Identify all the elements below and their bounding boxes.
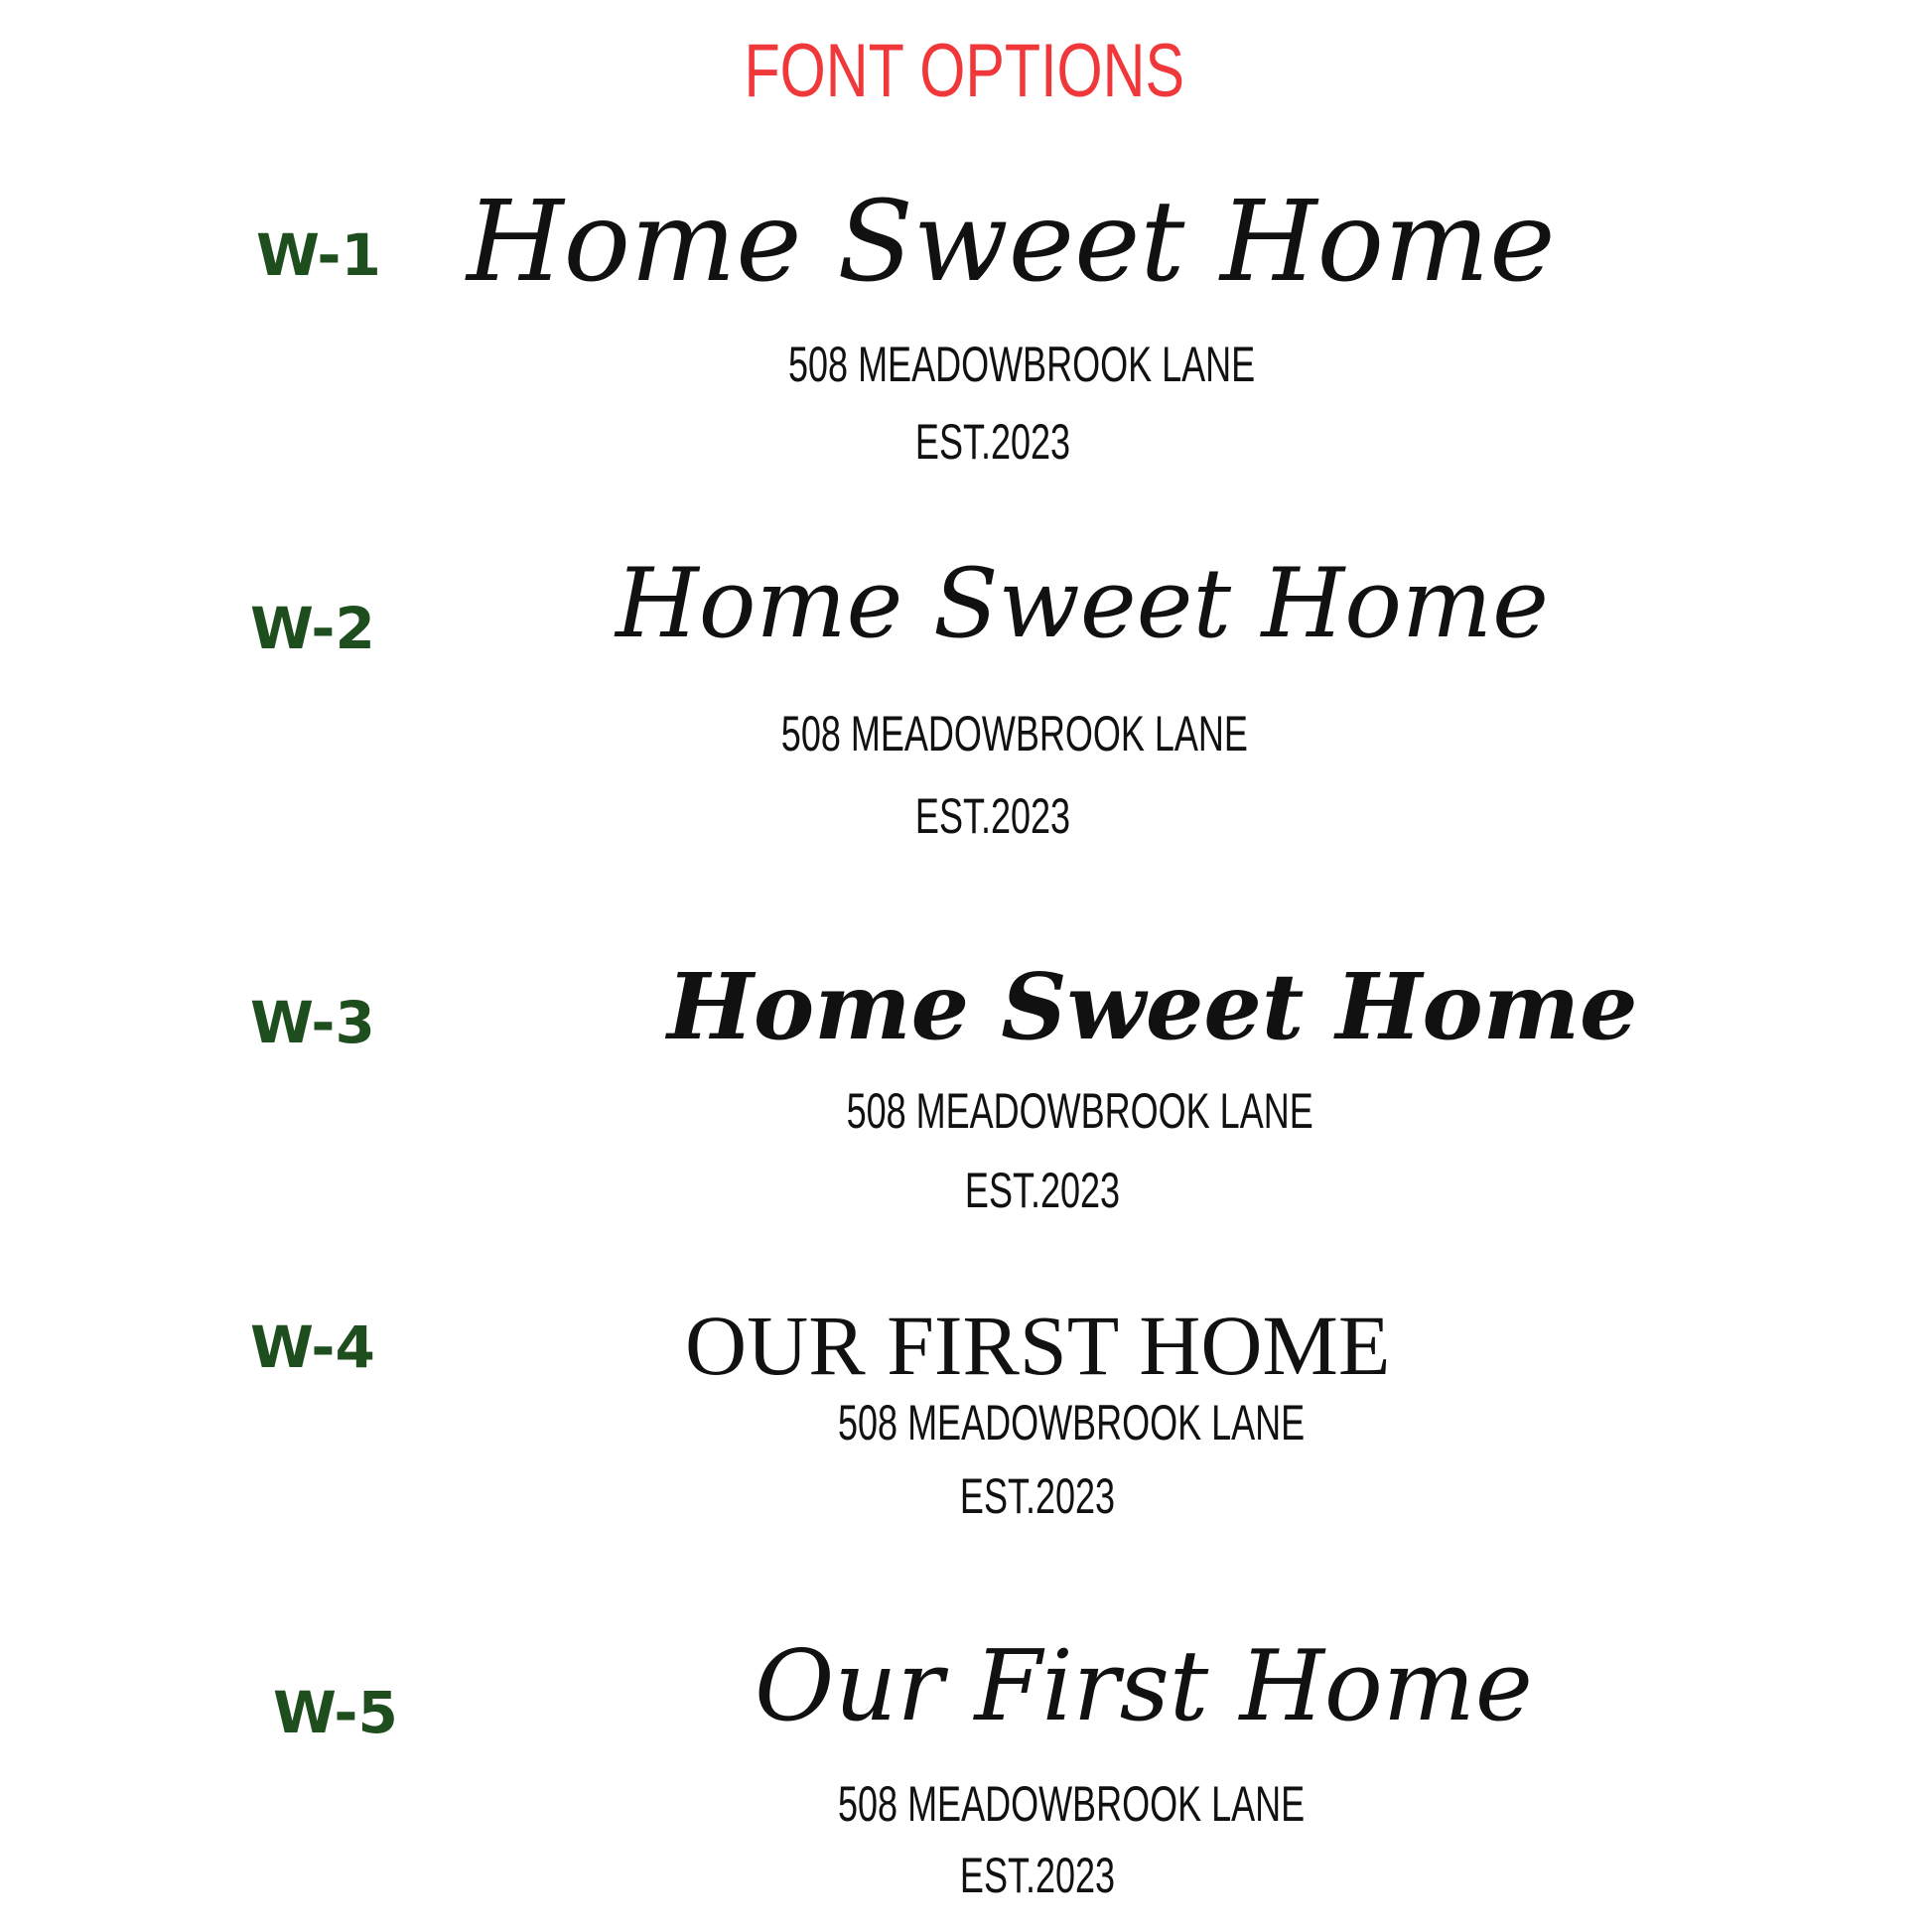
option-address-w2: 508 MEADOWBROOK LANE	[780, 706, 1248, 761]
option-headline-w2: Home Sweet Home	[616, 548, 1549, 659]
option-address-w3: 508 MEADOWBROOK LANE	[846, 1083, 1313, 1139]
option-est-w4: EST.2023	[959, 1468, 1116, 1524]
option-label-w4: W-4	[250, 1313, 375, 1381]
option-label-w3: W-3	[250, 989, 375, 1056]
option-label-w5: W-5	[273, 1679, 398, 1746]
option-headline-w3: Home Sweet Home	[667, 953, 1638, 1060]
option-est-w3: EST.2023	[964, 1163, 1121, 1218]
option-address-w4: 508 MEADOWBROOK LANE	[838, 1395, 1306, 1450]
option-label-w1: W-1	[256, 221, 381, 289]
option-headline-w1: Home Sweet Home	[467, 178, 1556, 307]
option-label-w2: W-2	[250, 595, 375, 662]
option-address-w1: 508 MEADOWBROOK LANE	[788, 337, 1256, 392]
option-est-w1: EST.2023	[914, 414, 1071, 470]
option-est-w5: EST.2023	[959, 1848, 1116, 1903]
option-address-w5: 508 MEADOWBROOK LANE	[838, 1776, 1306, 1832]
page-title: FONT OPTIONS	[744, 29, 1185, 113]
option-headline-w4: OUR FIRST HOME	[685, 1298, 1391, 1393]
option-headline-w5: Our First Home	[755, 1630, 1533, 1743]
option-est-w2: EST.2023	[914, 788, 1071, 844]
